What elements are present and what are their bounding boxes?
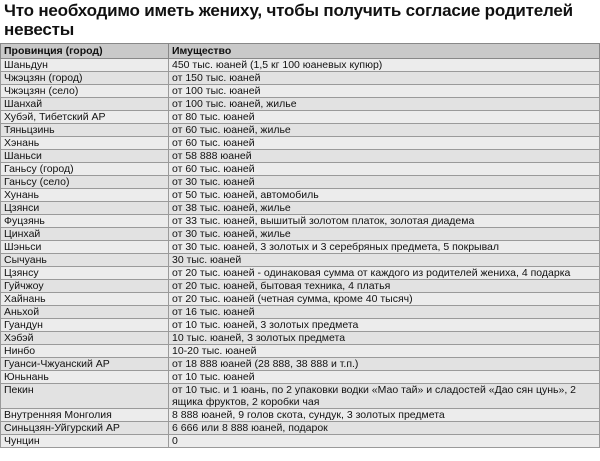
table-row <box>1 409 600 422</box>
property-cell: от 18 888 юаней (28 888, 38 888 и т.п.) <box>169 358 600 371</box>
property-cell: 10-20 тыс. юаней <box>169 345 600 358</box>
property-cell: от 100 тыс. юаней <box>169 85 600 98</box>
province-cell: Ганьсу (город) <box>1 163 169 176</box>
property-cell: от 20 тыс. юаней - одинаковая сумма от каждого из родителей жениха, 4 подарка <box>169 267 600 280</box>
table-row <box>1 293 600 306</box>
table-row <box>1 384 600 409</box>
property-cell: 30 тыс. юаней <box>169 254 600 267</box>
table-row <box>1 435 600 448</box>
table-row <box>1 280 600 293</box>
province-cell: Фуцзянь <box>1 215 169 228</box>
property-cell: от 60 тыс. юаней <box>169 137 600 150</box>
province-cell: Шэньси <box>1 241 169 254</box>
table-row <box>1 422 600 435</box>
property-cell: от 10 тыс. юаней, 3 золотых предмета <box>169 319 600 332</box>
property-cell: от 33 тыс. юаней, вышитый золотом платок, золотая диадема <box>169 215 600 228</box>
province-cell: Чжэцзян (город) <box>1 72 169 85</box>
table-row <box>1 98 600 111</box>
province-cell: Тяньцзинь <box>1 124 169 137</box>
dowry-table <box>0 43 600 448</box>
property-cell: от 20 тыс. юаней, бытовая техника, 4 платья <box>169 280 600 293</box>
province-cell: Цзянсу <box>1 267 169 280</box>
table-row <box>1 319 600 332</box>
province-cell: Гуандун <box>1 319 169 332</box>
province-cell: Хубэй, Тибетский АР <box>1 111 169 124</box>
property-cell: от 30 тыс. юаней <box>169 176 600 189</box>
province-cell: Синьцзян-Уйгурский АР <box>1 422 169 435</box>
table-row <box>1 306 600 319</box>
table-body <box>1 59 600 448</box>
province-cell: Хэнань <box>1 137 169 150</box>
table-row <box>1 228 600 241</box>
province-cell: Хайнань <box>1 293 169 306</box>
province-cell: Чжэцзян (село) <box>1 85 169 98</box>
province-cell: Шаньси <box>1 150 169 163</box>
table-row <box>1 358 600 371</box>
province-cell: Пекин <box>1 384 169 409</box>
province-cell: Шаньдун <box>1 59 169 72</box>
property-cell: от 80 тыс. юаней <box>169 111 600 124</box>
table-header-row <box>1 44 600 59</box>
table-row <box>1 345 600 358</box>
province-cell: Чунцин <box>1 435 169 448</box>
province-cell: Ганьсу (село) <box>1 176 169 189</box>
property-cell: от 150 тыс. юаней <box>169 72 600 85</box>
table-row <box>1 176 600 189</box>
table-row <box>1 254 600 267</box>
table-row <box>1 163 600 176</box>
page-edge <box>0 455 600 461</box>
property-cell: от 30 тыс. юаней, жилье <box>169 228 600 241</box>
table-row <box>1 111 600 124</box>
table-row <box>1 332 600 345</box>
page-title: Что необходимо иметь жениху, чтобы получить согласие родителей невесты <box>4 1 573 39</box>
province-cell: Хунань <box>1 189 169 202</box>
table-row <box>1 85 600 98</box>
province-cell: Гуанси-Чжуанский АР <box>1 358 169 371</box>
property-cell: от 50 тыс. юаней, автомобиль <box>169 189 600 202</box>
table-row <box>1 202 600 215</box>
province-cell: Юньнань <box>1 371 169 384</box>
province-cell: Сычуань <box>1 254 169 267</box>
property-cell: 6 666 или 8 888 юаней, подарок <box>169 422 600 435</box>
table-row <box>1 267 600 280</box>
property-cell: от 60 тыс. юаней <box>169 163 600 176</box>
province-cell: Цзянси <box>1 202 169 215</box>
province-cell: Аньхой <box>1 306 169 319</box>
table-row <box>1 241 600 254</box>
table-row <box>1 59 600 72</box>
property-cell: 10 тыс. юаней, 3 золотых предмета <box>169 332 600 345</box>
province-cell: Нинбо <box>1 345 169 358</box>
property-cell: 450 тыс. юаней (1,5 кг 100 юаневых купюр) <box>169 59 600 72</box>
province-cell: Гуйчжоу <box>1 280 169 293</box>
property-cell: 0 <box>169 435 600 448</box>
property-cell: от 30 тыс. юаней, 3 золотых и 3 серебряных предмета, 5 покрывал <box>169 241 600 254</box>
column-header-province: Провинция (город) <box>1 44 169 59</box>
table-row <box>1 215 600 228</box>
table-row <box>1 150 600 163</box>
property-cell: от 10 тыс. юаней <box>169 371 600 384</box>
property-cell: от 38 тыс. юаней, жилье <box>169 202 600 215</box>
province-cell: Цинхай <box>1 228 169 241</box>
province-cell: Хэбэй <box>1 332 169 345</box>
property-cell: от 58 888 юаней <box>169 150 600 163</box>
province-cell: Внутренняя Монголия <box>1 409 169 422</box>
table-row <box>1 189 600 202</box>
table-row <box>1 137 600 150</box>
property-cell: от 20 тыс. юаней (четная сумма, кроме 40 тысяч) <box>169 293 600 306</box>
property-cell: 8 888 юаней, 9 голов скота, сундук, 3 золотых предмета <box>169 409 600 422</box>
province-cell: Шанхай <box>1 98 169 111</box>
table-row <box>1 72 600 85</box>
property-cell: от 60 тыс. юаней, жилье <box>169 124 600 137</box>
property-cell: от 100 тыс. юаней, жилье <box>169 98 600 111</box>
table-row <box>1 371 600 384</box>
property-cell: от 16 тыс. юаней <box>169 306 600 319</box>
property-cell: от 10 тыс. и 1 юань, по 2 упаковки водки «Мао тай» и сладостей «Дао сян цунь», 2 ящика фруктов, 2 коробки чая <box>169 384 600 409</box>
table-row <box>1 124 600 137</box>
column-header-property: Имущество <box>169 44 600 59</box>
